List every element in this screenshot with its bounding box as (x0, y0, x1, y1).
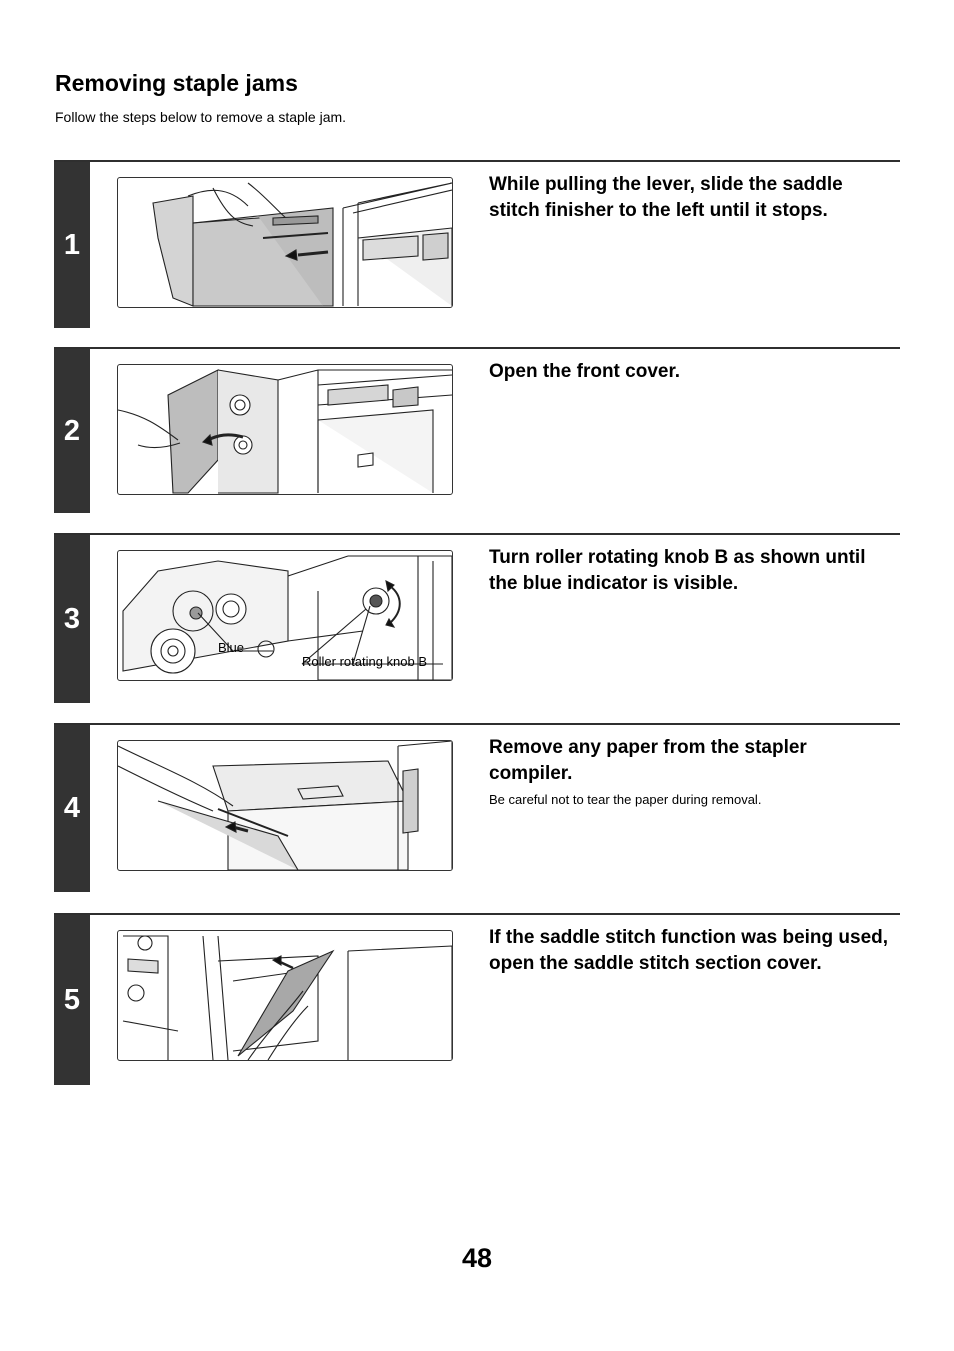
step-illustration (117, 177, 453, 308)
step-instruction: Open the front cover. (489, 361, 681, 382)
step-illustration (117, 740, 453, 871)
step-instruction: Remove any paper from the stapler compiler. (489, 737, 807, 784)
intro-text: Follow the steps below to remove a staple jam. (55, 109, 347, 125)
step-1 (54, 160, 900, 328)
blue-indicator-label: Blue (218, 640, 245, 655)
step-number: 5 (54, 915, 90, 1085)
step-4 (54, 723, 900, 892)
step-number: 1 (54, 162, 90, 328)
front-cover-illustration (118, 365, 452, 494)
step-3 (54, 533, 900, 703)
step-instruction: Turn roller rotating knob B as shown until the blue indicator is visible. (489, 547, 866, 594)
step-note: Be careful not to tear the paper during removal. (489, 792, 762, 807)
step-illustration (117, 930, 453, 1061)
page-number: 48 (461, 1243, 493, 1273)
roller-knob-label: Roller rotating knob B (302, 654, 428, 669)
step-2 (54, 347, 900, 513)
step-number: 4 (54, 725, 90, 892)
step-5 (54, 913, 900, 1085)
roller-knob-illustration (118, 551, 452, 680)
finisher-slide-illustration (118, 178, 452, 307)
step-instruction: If the saddle stitch function was being used, open the saddle stitch section cover. (489, 927, 889, 974)
stapler-compiler-illustration (118, 741, 452, 870)
step-illustration (117, 550, 453, 681)
page-title: Removing staple jams (55, 70, 298, 96)
step-number: 3 (54, 535, 90, 703)
step-number: 2 (54, 349, 90, 513)
step-illustration (117, 364, 453, 495)
saddle-stitch-cover-illustration (118, 931, 452, 1060)
step-instruction: While pulling the lever, slide the saddle stitch finisher to the left until it stops. (489, 174, 843, 221)
